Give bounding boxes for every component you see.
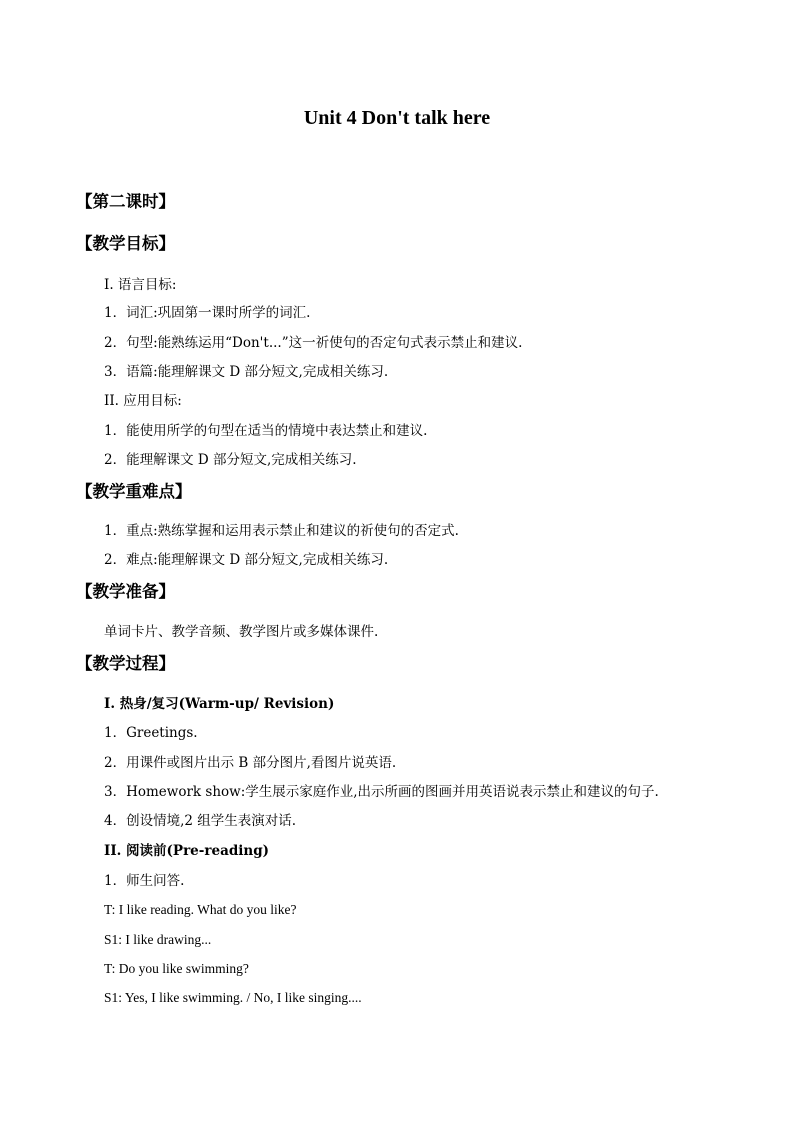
- objective-line: 1．词汇:巩固第一课时所学的词汇.: [104, 305, 311, 321]
- prereading-line: 1．师生问答.: [104, 873, 185, 889]
- prereading-title: II. 阅读前(Pre-reading): [104, 843, 270, 859]
- keypoint-line: 2．难点:能理解课文 D 部分短文,完成相关练习.: [104, 552, 389, 568]
- lesson-heading: 【第二课时】: [76, 192, 175, 211]
- prep-text: 单词卡片、教学音频、教学图片或多媒体课件.: [104, 624, 379, 640]
- page-title: Unit 4 Don't talk here: [303, 107, 491, 129]
- objective-line: 2．能理解课文 D 部分短文,完成相关练习.: [104, 452, 357, 468]
- dialogue-line: T: I like reading. What do you like?: [104, 902, 297, 917]
- objective-line: I. 语言目标:: [104, 277, 177, 293]
- objective-line: 2．句型:能熟练运用“Don't...”这一祈使句的否定句式表示禁止和建议.: [104, 335, 523, 351]
- warmup-line: 2．用课件或图片出示 B 部分图片,看图片说英语.: [104, 755, 397, 771]
- objectives-heading: 【教学目标】: [76, 234, 175, 253]
- keypoints-heading: 【教学重难点】: [76, 482, 192, 501]
- objective-line: II. 应用目标:: [104, 393, 182, 409]
- objective-line: 1．能使用所学的句型在适当的情境中表达禁止和建议.: [104, 423, 428, 439]
- dialogue-line: T: Do you like swimming?: [104, 961, 249, 976]
- keypoint-line: 1．重点:熟练掌握和运用表示禁止和建议的祈使句的否定式.: [104, 523, 459, 539]
- dialogue-line: S1: I like drawing...: [104, 932, 212, 947]
- dialogue-line: S1: Yes, I like swimming. / No, I like singing....: [104, 990, 362, 1005]
- process-heading: 【教学过程】: [76, 654, 175, 673]
- objective-line: 3．语篇:能理解课文 D 部分短文,完成相关练习.: [104, 364, 389, 380]
- warmup-line: 1．Greetings.: [104, 725, 198, 741]
- warmup-title: I. 热身/复习(Warm-up/ Revision): [104, 696, 335, 712]
- warmup-line: 3．Homework show:学生展示家庭作业,出示所画的图画并用英语说表示禁止和建议的句子.: [104, 784, 659, 800]
- warmup-line: 4．创设情境,2 组学生表演对话.: [104, 813, 297, 829]
- prep-heading: 【教学准备】: [76, 582, 175, 601]
